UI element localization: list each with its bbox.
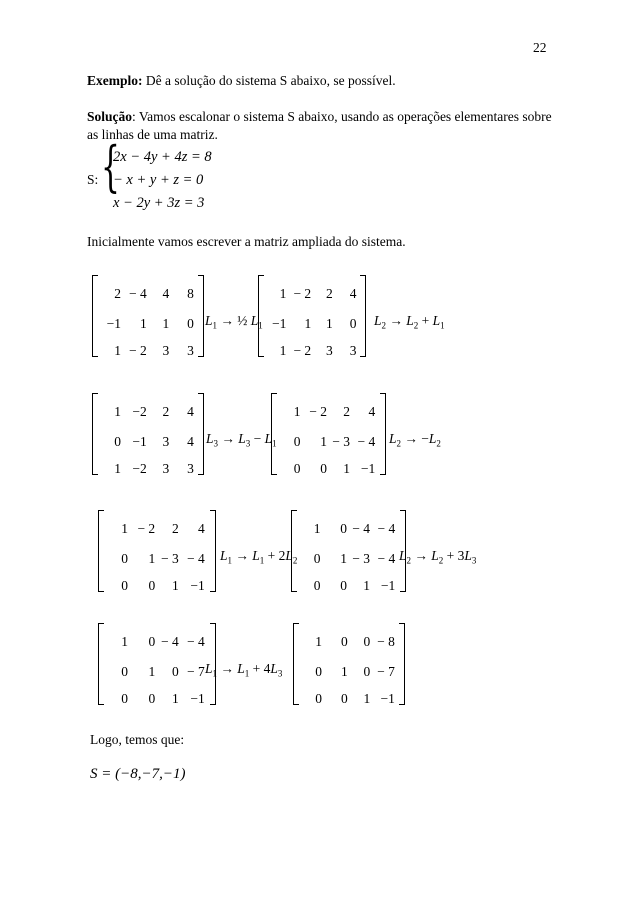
matrix-cell: −1: [380, 578, 396, 593]
matrix-cell: 1: [114, 343, 122, 358]
matrix-cell: 1: [326, 316, 333, 331]
matrix-cell: 1: [315, 634, 323, 649]
solution-text-line1: : Vamos escalonar o sistema S abaixo, usando as operações elementares sobre: [132, 109, 552, 124]
matrix-cell: 0: [293, 461, 301, 476]
matrix-after-step-3: [291, 510, 406, 592]
matrix-cell: 0: [293, 434, 301, 449]
matrix-before-step-3: [98, 510, 216, 592]
right-bracket: [380, 393, 386, 475]
matrix-cell: −1: [106, 316, 122, 331]
row-operation: $L_1 \to L_1 + 4L_3$: [205, 661, 283, 679]
matrix-cell: 0: [121, 578, 129, 593]
matrix-cell: − 4: [129, 286, 147, 301]
matrix-cell: 0: [340, 578, 347, 593]
example-paragraph: [87, 72, 396, 90]
matrix-cell: 1: [363, 578, 370, 593]
row-operation: $L_2 \to L_2 + 3L_3$: [399, 548, 477, 566]
matrix-cell: − 4: [377, 521, 396, 536]
matrix-cell: − 4: [187, 634, 205, 649]
matrix-cell: − 7: [187, 664, 205, 679]
right-bracket: [198, 275, 204, 357]
matrix-cell: − 2: [309, 404, 327, 419]
row-operation: $L_2 \to -L_2$: [389, 431, 441, 449]
matrix-cell: −1: [380, 691, 395, 706]
right-bracket: [399, 623, 405, 705]
row-operation: $L_2 \to L_2 + L_1$: [374, 313, 445, 331]
matrix-cell: 3: [162, 434, 170, 449]
matrix-cell: − 8: [377, 634, 395, 649]
matrix-cell: 0: [313, 551, 321, 566]
solution-set: S = (−8,−7,−1): [90, 766, 186, 782]
matrix-cell: 0: [121, 664, 129, 679]
matrix-cell: 8: [187, 286, 194, 301]
matrix-cell: 0: [172, 664, 179, 679]
matrix-cell: 1: [114, 461, 122, 476]
matrix-cell: 0: [121, 551, 129, 566]
matrix-cell: − 2: [293, 343, 312, 358]
matrix-cell: 0: [341, 634, 348, 649]
matrix-cell: 1: [172, 691, 179, 706]
matrix-before-step-2: [92, 393, 204, 475]
matrix-cell: 3: [162, 461, 170, 476]
matrix-cell: −1: [190, 578, 205, 593]
matrix-cell: 1: [172, 578, 179, 593]
system-label: S:: [87, 172, 99, 187]
matrix-cell: 1: [320, 434, 327, 449]
matrix-cell: 0: [349, 316, 357, 331]
matrix-cell: 3: [326, 343, 333, 358]
matrix-cell: −1: [360, 461, 376, 476]
matrix-cell: 0: [313, 578, 321, 593]
page-number: 22: [533, 40, 547, 55]
matrix-cell: 2: [162, 404, 170, 419]
system-brace: {: [101, 135, 120, 198]
matrix-cell: −1: [132, 434, 147, 449]
matrix-cell: −1: [190, 691, 205, 706]
matrix-cell: 0: [148, 691, 156, 706]
matrix-cell: 1: [293, 404, 301, 419]
matrix-cell: 3: [349, 343, 357, 358]
matrix-cell: 0: [320, 461, 327, 476]
matrix-cell: 4: [198, 521, 205, 536]
matrix-cell: 1: [340, 551, 347, 566]
matrix-cell: 1: [121, 521, 129, 536]
solution-text-line2: as linhas de uma matriz.: [87, 127, 218, 142]
matrix-cell: − 3: [352, 551, 370, 566]
matrix-cell: 3: [187, 343, 194, 358]
matrix-cell: 1: [341, 664, 348, 679]
matrix-cell: −2: [132, 461, 147, 476]
matrix-cell: 2: [114, 286, 122, 301]
conclusion-text: Logo, temos que:: [90, 732, 185, 747]
matrix-cell: 1: [279, 286, 287, 301]
matrix-cell: −1: [271, 316, 287, 331]
matrix-before-step-1: [92, 275, 204, 357]
matrix-cell: 1: [343, 461, 350, 476]
matrix-cell: 1: [363, 691, 371, 706]
matrix-cell: 1: [140, 316, 147, 331]
matrix-after-step-2: [271, 393, 386, 475]
right-bracket: [198, 393, 204, 475]
matrix-cell: 4: [368, 404, 376, 419]
matrix-cell: − 3: [332, 434, 350, 449]
solution-paragraph: [87, 108, 557, 144]
row-operation: $L_1 \to L_1 + 2L_2$: [220, 548, 298, 566]
matrix-cell: 1: [304, 316, 312, 331]
right-bracket: [210, 510, 216, 592]
matrix-cell: 4: [187, 404, 194, 419]
matrix-cell: 2: [172, 521, 179, 536]
matrix-cell: − 4: [377, 551, 396, 566]
matrix-cell: 0: [363, 664, 371, 679]
matrix-cell: 1: [121, 634, 129, 649]
intro-augmented: Inicialmente vamos escrever a matriz ampliada do sistema.: [87, 234, 406, 249]
matrix-cell: − 2: [129, 343, 147, 358]
matrix-cell: 0: [341, 691, 348, 706]
matrix-cell: 1: [162, 316, 170, 331]
matrix-cell: 0: [315, 664, 323, 679]
matrix-cell: − 4: [357, 434, 376, 449]
matrix-cell: 0: [187, 316, 194, 331]
matrix-cell: − 2: [137, 521, 156, 536]
equation-3: x − 2y + 3z = 3: [113, 195, 205, 211]
matrix-before-step-4: [98, 623, 216, 705]
right-bracket: [360, 275, 366, 357]
matrix-cell: − 4: [161, 634, 179, 649]
matrix-cell: 0: [363, 634, 371, 649]
row-operation: $L_3 \to L_3 - L_1$: [206, 431, 277, 449]
matrix-cell: 0: [148, 634, 156, 649]
example-text: Dê a solução do sistema S abaixo, se possível.: [142, 73, 396, 88]
matrix-cell: 4: [162, 286, 170, 301]
example-label: Exemplo:: [87, 73, 143, 88]
matrix-cell: − 7: [377, 664, 395, 679]
matrix-cell: 1: [114, 404, 122, 419]
equation-2: − x + y + z = 0: [113, 172, 204, 188]
matrix-cell: 1: [148, 664, 156, 679]
matrix-cell: 0: [114, 434, 122, 449]
matrix-after-step-4: [293, 623, 405, 705]
matrix-cell: − 4: [352, 521, 370, 536]
matrix-cell: 0: [148, 578, 156, 593]
matrix-cell: 1: [279, 343, 287, 358]
matrix-cell: − 3: [161, 551, 179, 566]
matrix-cell: 3: [187, 461, 194, 476]
matrix-cell: 0: [121, 691, 129, 706]
solution-label: Solução: [87, 109, 133, 124]
matrix-cell: 4: [187, 434, 194, 449]
matrix-cell: 0: [315, 691, 323, 706]
matrix-cell: 4: [349, 286, 357, 301]
equation-1: 2x − 4y + 4z = 8: [113, 149, 212, 165]
matrix-cell: 0: [340, 521, 347, 536]
matrix-cell: 3: [162, 343, 170, 358]
matrix-after-step-1: [258, 275, 366, 357]
matrix-cell: 2: [343, 404, 350, 419]
matrix-cell: − 4: [187, 551, 205, 566]
row-operation: $L_1$ → ½ $L_1$: [205, 313, 263, 331]
matrix-cell: 1: [148, 551, 156, 566]
matrix-cell: −2: [132, 404, 147, 419]
matrix-cell: 1: [313, 521, 321, 536]
matrix-cell: 2: [326, 286, 333, 301]
matrix-cell: − 2: [293, 286, 312, 301]
